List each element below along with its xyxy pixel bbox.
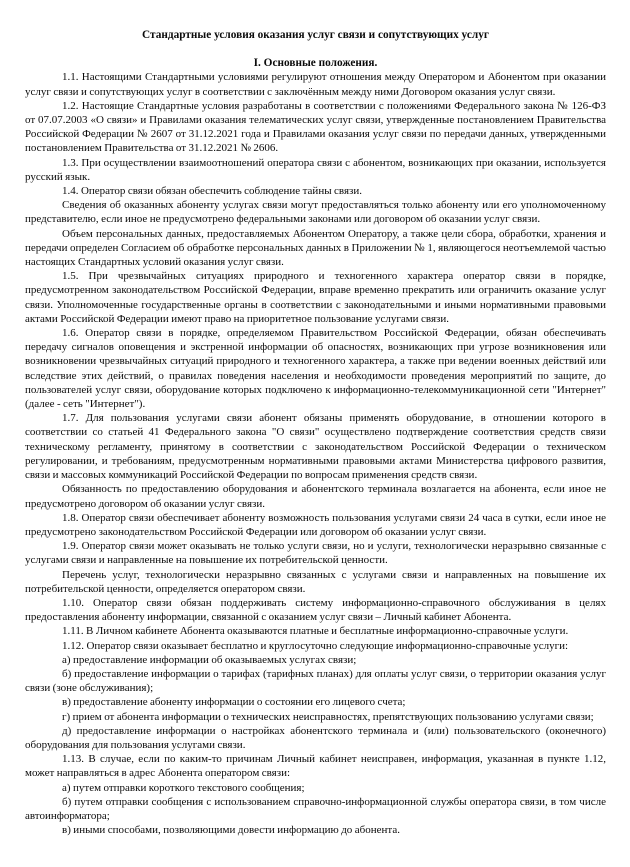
paragraph: 1.1. Настоящими Стандартными условиями регулируют отношения между Оператором и Абонентом при оказании услуг связи и сопутствующих услуг в соответствии с заключённым между ними Договором оказания услуг связи.	[25, 71, 606, 98]
paragraph: Обязанность по предоставлению оборудования и абонентского терминала возлагается на абонента, если иное не предусмотрено договором об оказании услуг связи.	[25, 483, 606, 510]
paragraph: д) предоставление информации о настройках абонентского терминала и (или) пользовательского (оконечного) оборудования для пользования услугами связи.	[25, 724, 606, 751]
paragraph: б) предоставление информации о тарифах (тарифных планах) для оплаты услуг связи, о территории оказания услуг связи (зоне обслуживания);	[25, 667, 606, 695]
paragraph: 1.6. Оператор связи в порядке, определяемом Правительством Российской Федерации, обязан обеспечивать передачу сигналов оповещения и экстренной информации об опасностях, возникающих при угрозе возникновения или возникновении чрезвычайных ситуаций природного и техногенного характера, а также при ведении военных действий или вследствие этих действий, о правилах поведения населения и необходимости проведения мероприятий по защите, до пользователей услуг связи, оборудование которых подключено к информационно-телекоммуникационной сети "Интернет" (далее - сеть "Интернет").	[25, 327, 606, 411]
paragraph: 1.5. При чрезвычайных ситуациях природного и техногенного характера оператор связи в порядке, предусмотренном законодательством Российской Федерации, вправе временно прекратить или ограничить оказание услуг связи. Уполномоченные государственные органы в соответствии с законодательными и иными нормативными правовыми актами Российской Федерации имеют право на приоритетное пользование услугами связи.	[25, 270, 606, 325]
paragraph: Перечень услуг, технологически неразрывно связанных с услугами связи и направленных на повышение их потребительской ценности, определяется оператором связи.	[25, 568, 606, 595]
paragraph: а) предоставление информации об оказываемых услугах связи;	[62, 653, 357, 666]
section-heading: I. Основные положения.	[253, 57, 378, 70]
paragraph: 1.11. В Личном кабинете Абонента оказываются платные и бесплатные информационно-справочные услуги.	[62, 625, 569, 638]
paragraph: б) путем отправки сообщения с использованием справочно-информационной службы оператора связи, в том числе автоинформатора;	[25, 795, 606, 822]
paragraph: 1.10. Оператор связи обязан поддерживать систему информационно-справочного обслуживания в целях предоставления абоненту информации, связанной с оказанием услуг связи – Личный кабинет Абонента.	[25, 596, 606, 624]
paragraph: 1.8. Оператор связи обеспечивает абоненту возможность пользования услугами связи 24 часа в сутки, если иное не предусмотрено законодательством Российской Федерации или договором об оказании услуг связи.	[25, 511, 606, 538]
document-title: Стандартные условия оказания услуг связи и сопутствующих услуг	[142, 29, 489, 41]
paragraph: 1.13. В случае, если по каким-то причинам Личный кабинет неисправен, информация, указанная в пункте 1.12, может направляться в адрес Абонента оператором связи:	[25, 753, 606, 780]
paragraph: 1.9. Оператор связи может оказывать не только услуги связи, но и услуги, технологически неразрывно связанные с услугами связи и направленные на повышение их потребительской ценности.	[25, 540, 606, 567]
document-body	[25, 70, 606, 837]
paragraph: 1.3. При осуществлении взаимоотношений оператора связи с абонентом, возникающих при оказании, используется русский язык.	[25, 156, 606, 183]
paragraph: а) путем отправки короткого текстового сообщения;	[62, 781, 305, 794]
paragraph: Сведения об оказанных абоненту услугах связи могут предоставляться только абоненту или его уполномоченному представителю, если иное не предусмотрено федеральными законами или договором об оказании услуг связи.	[25, 199, 606, 226]
paragraph: 1.4. Оператор связи обязан обеспечить соблюдение тайны связи.	[62, 185, 363, 198]
paragraph: Объем персональных данных, предоставляемых Абонентом Оператору, а также цели сбора, обработки, хранения и передачи определен Согласием об обработке персональных данных в Приложении № 1, являющегося неотъемлемой частью настоящих Стандартных условий оказания услуг связи.	[25, 227, 606, 269]
paragraph: в) иными способами, позволяющими довести информацию до абонента.	[62, 824, 400, 837]
paragraph: 1.7. Для пользования услугами связи абонент обязаны применять оборудование, в отношении которого в соответствии со статьей 41 Федерального закона "О связи" осуществлено подтверждение соответствия средств связи техническому регламенту, принятому в соответствии с законодательством Российской Федерации о техническом регулировании, и требованиям, предусмотренным нормативными правовыми актами Министерства цифрового развития, связи и массовых коммуникаций Российской Федерации по вопросам применения средств связи.	[25, 412, 606, 482]
paragraph: 1.2. Настоящие Стандартные условия разработаны в соответствии с положениями Федерального закона № 126-ФЗ от 07.07.2003 «О связи» и Правилами оказания телематических услуг связи, утвержденные постановлением Правительства Российской Федерации № 2607 от 31.12.2021 года и Правилами оказания услуг связи по передачи данных, утвержденными постановлением Правительства от 31.12.2021 № 2606.	[25, 99, 606, 155]
paragraph: г) прием от абонента информации о технических неисправностях, препятствующих пользованию услугами связи;	[62, 710, 594, 723]
paragraph: 1.12. Оператор связи оказывает бесплатно и круглосуточно следующие информационно-справочные услуги:	[62, 639, 569, 652]
paragraph: в) предоставление абоненту информации о состоянии его лицевого счета;	[62, 696, 406, 709]
